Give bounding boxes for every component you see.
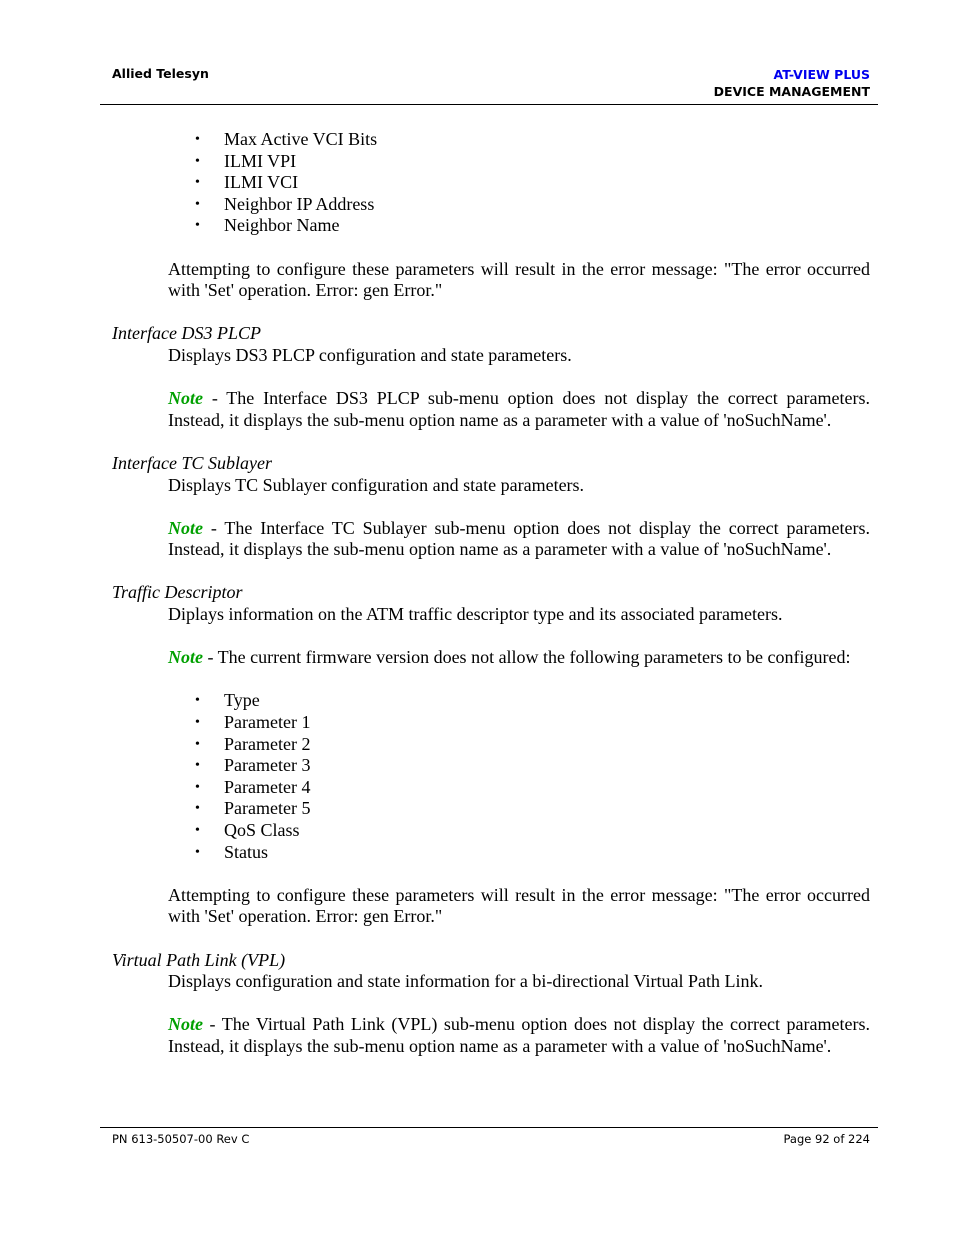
list-item: • Parameter 4 bbox=[195, 776, 311, 797]
note-text: - The current firmware version does not allow the following parameters to be configured: bbox=[203, 647, 851, 668]
header-right bbox=[714, 66, 870, 100]
note-label: Note bbox=[168, 1014, 203, 1035]
company-name: Allied Telesyn bbox=[112, 66, 209, 81]
section-description: Displays configuration and state information for a bi-directional Virtual Path Link. bbox=[168, 971, 763, 992]
list-item: • Neighbor IP Address bbox=[195, 193, 375, 214]
list-item: • Parameter 5 bbox=[195, 798, 311, 819]
section-title-traffic-descriptor: Traffic Descriptor bbox=[112, 582, 243, 603]
error-paragraph: Attempting to configure these parameters will result in the error message: "The error occurred with 'Set' operation. Error: gen Error." bbox=[168, 884, 870, 927]
note-label: Note bbox=[168, 388, 203, 409]
bullet-icon: • bbox=[195, 801, 200, 817]
section-description: Displays DS3 PLCP configuration and state parameters. bbox=[168, 344, 572, 365]
bullet-icon: • bbox=[195, 175, 200, 191]
note-paragraph bbox=[168, 647, 870, 669]
parameter-list-1 bbox=[195, 129, 870, 237]
footer-rule bbox=[100, 1127, 878, 1128]
list-item: • QoS Class bbox=[195, 820, 300, 840]
list-item: • Max Active VCI Bits bbox=[195, 129, 378, 149]
bullet-icon: • bbox=[195, 823, 200, 838]
section-title-vpl: Virtual Path Link (VPL) bbox=[112, 949, 286, 970]
note-text: - The Interface DS3 PLCP sub-menu option does not display the correct parameters. Instead, it displays the sub-menu option name as a parameter with a value of 'noSuchName'. bbox=[168, 388, 870, 430]
bullet-icon: • bbox=[195, 132, 200, 147]
product-name: AT-VIEW PLUS bbox=[773, 67, 870, 82]
bullet-icon: • bbox=[195, 693, 200, 709]
bullet-icon: • bbox=[195, 196, 200, 212]
parameter-list-2 bbox=[195, 690, 870, 863]
list-item: • Neighbor Name bbox=[195, 215, 340, 236]
bullet-icon: • bbox=[195, 758, 200, 774]
list-item: • Parameter 2 bbox=[195, 733, 311, 754]
note-paragraph bbox=[168, 518, 870, 561]
note-label: Note bbox=[168, 647, 203, 668]
bullet-icon: • bbox=[195, 736, 200, 752]
section-description: Diplays information on the ATM traffic descriptor type and its associated parameters. bbox=[168, 604, 783, 625]
error-paragraph: Attempting to configure these parameters will result in the error message: "The error occurred with 'Set' operation. Error: gen Error." bbox=[168, 258, 870, 301]
list-item: • ILMI VPI bbox=[195, 150, 297, 171]
section-description: Displays TC Sublayer configuration and state parameters. bbox=[168, 474, 585, 495]
note-paragraph bbox=[168, 388, 870, 431]
bullet-icon: • bbox=[195, 153, 200, 169]
header-rule bbox=[100, 104, 878, 105]
note-paragraph bbox=[168, 1014, 870, 1057]
list-item: • Type bbox=[195, 690, 260, 711]
page-number: Page 92 of 224 bbox=[783, 1132, 870, 1146]
section-title-ds3-plcp: Interface DS3 PLCP bbox=[112, 323, 261, 344]
bullet-icon: • bbox=[195, 844, 200, 860]
part-number: PN 613-50507-00 Rev C bbox=[112, 1132, 250, 1146]
list-item: • ILMI VCI bbox=[195, 172, 299, 193]
page-body bbox=[112, 129, 870, 1058]
bullet-icon: • bbox=[195, 715, 200, 731]
list-item: • Status bbox=[195, 841, 269, 862]
note-text: - The Interface TC Sublayer sub-menu option does not display the correct parameters. Instead, it displays the sub-menu option name as a parameter with a value of 'noSuchName'. bbox=[168, 517, 870, 560]
list-item: • Parameter 3 bbox=[195, 755, 311, 776]
note-label: Note bbox=[168, 517, 203, 538]
section-name: DEVICE MANAGEMENT bbox=[713, 84, 870, 99]
bullet-icon: • bbox=[195, 779, 200, 795]
section-title-tc-sublayer: Interface TC Sublayer bbox=[112, 452, 272, 473]
bullet-icon: • bbox=[195, 218, 200, 234]
list-item: • Parameter 1 bbox=[195, 712, 311, 733]
note-text: - The Virtual Path Link (VPL) sub-menu option does not display the correct parameters. Instead, it displays the sub-menu option name as a parameter with a value of 'noSuchName'. bbox=[168, 1014, 870, 1056]
